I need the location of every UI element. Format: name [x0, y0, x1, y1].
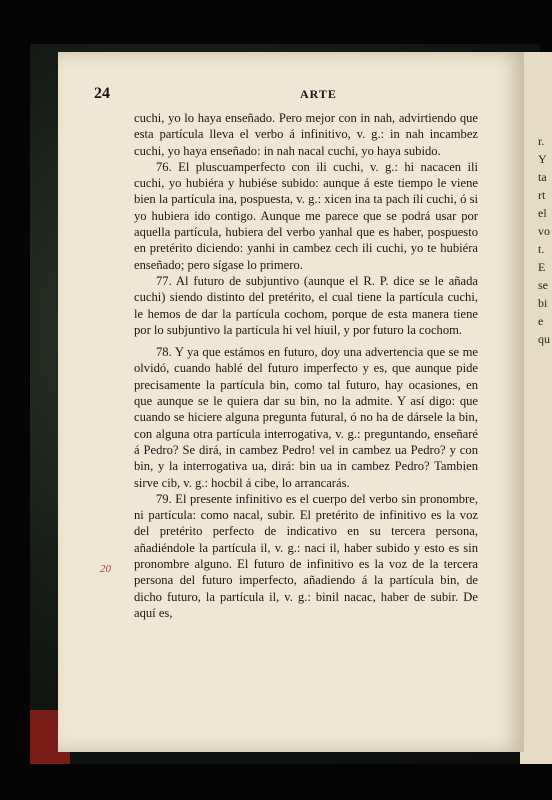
paragraph-continuation: cuchi, yo lo haya enseñado. Pero mejor con in nah, advirtiendo que esta partícula lleva el verbo á infinitivo, v. g.: in nah incambez cuchi, yo haya enseñado: in nah nacal cuchi, yo haya subido.: [134, 111, 478, 158]
page-body: [134, 110, 478, 621]
paragraph-78: 78. Y ya que estámos en futuro, doy una advertencia que se me olvidó, cuando hablé del futuro imperfecto y es, que aunque pide precisamente la partícula bin, como tal futuro, hay ocasiones, en que aunque se le quiera dar su bin, no la admite. Y así digo: que cuando se hiciere alguna pregunta futural, ó no ha de dársele la bin, con alguna otra partícula interrogativa, v. g.: preguntando, enseñaré á Pedro? Se dirá, in cambez Pedro! vel in cambez ua Pedro? y con bin, y la interrogativa ua, dirá: bin ua in cambez Pedro? Tambien sirve cib, v. g.: hocbil á cibe, lo arrancarás.: [134, 345, 478, 490]
paragraph-76: 76. El pluscuamperfecto con ili cuchi, v. g.: hi nacacen ili cuchi, yo hubiéra y hubiése subido: aunque á este tiempo le viene bien la partícula ina, pospuesta, v. g.: xicen ina ta pach ili cuchi, ó si yo hubiera ido contigo. Aunque me parece que se podrá usar por aquella partícula, hubiera del verbo yanhal que es haber, pospuesto en pretérito diciendo: yanhi in cambez cech ili cuchi, yo te hubiéra enseñado; pero sígase lo primero.: [134, 159, 478, 272]
facing-page-text: r. Y ta rt el vo t. E se bi e qu: [538, 134, 550, 346]
margin-annotation: 20: [100, 563, 111, 575]
page-header: [94, 85, 494, 105]
facing-page-edge: [520, 52, 552, 764]
paragraph-79: 79. El presente infinitivo es el cuerpo del verbo sin pronombre, ni partícula: como nacal, subir. El pretérito de infinitivo es la voz del pretérito perfecto de indicativo en su tercera persona, añadiéndole la partícula il, v. g.: naci il, haber subido y esto es sin pronombre alguno. El futuro de infinitivo es la voz de la tercera persona del futuro imperfecto, añadiendo á la partícula bin, de dicho futuro, la partícula il, v. g.: binil nacac, haber de subir. De aquí es,: [134, 491, 478, 620]
paragraph-77: 77. Al futuro de subjuntivo (aunque el R. P. dice se le añada cuchi) siendo distinto del pretérito, el cual tiene la partícula cuchi, le hemos de dar la partícula cochom, porque de esta manera tiene por lo subjuntivo la partícula hi vel hiuil, y por futuro la cochom.: [134, 273, 478, 337]
page-number: 24: [94, 85, 110, 102]
running-title: ARTE: [300, 87, 337, 101]
